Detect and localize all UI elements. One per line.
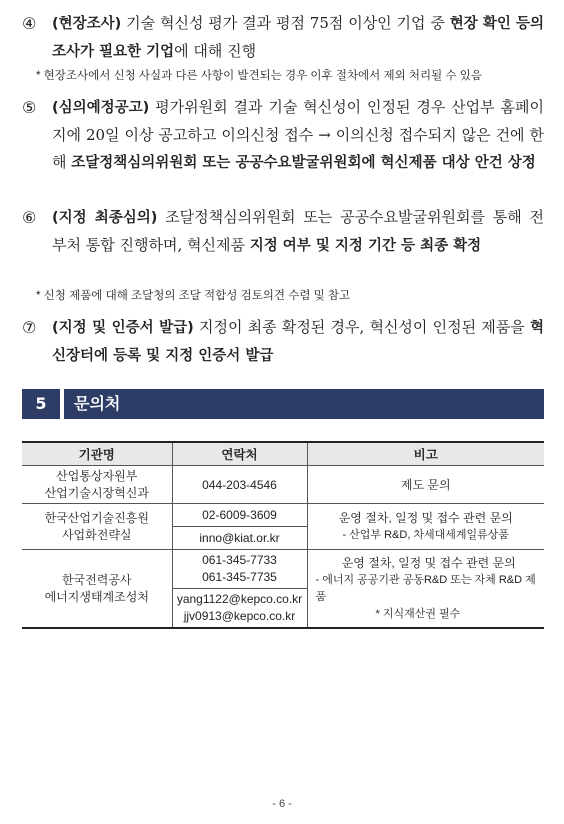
org-cell: 한국산업기술진흥원 사업화전략실 [22,504,172,550]
step-number: ⑤ [22,98,37,117]
contact-phone: 02-6009-3609 [172,504,307,527]
column-header: 연락처 [172,442,307,466]
contact-emails: yang1122@kepco.co.kr jjv0913@kepco.co.kr [172,589,307,629]
table-row [22,466,544,504]
column-header: 비고 [307,442,544,466]
step-7: ⑦ (지정 및 인증서 발급) 지정이 최종 확정된 경우, 혁신성이 인정된 제품을 혁신장터에 등록 및 지정 인증서 발급 [22,314,544,370]
table-row [22,550,544,589]
org-cell: 한국전력공사 에너지생태계조성처 [22,550,172,629]
section-number: 5 [22,389,60,419]
footnote-procurement: * 신청 제품에 대해 조달청의 조달 적합성 검토의견 수렴 및 참고 [36,290,351,302]
note-cell: 운영 절차, 일정 및 접수 관련 문의 - 에너지 공공기관 공동R&D 또는 자체 R&D 제품 * 지식재산권 필수 [307,550,544,629]
step-heading: (현장조사) [52,16,122,32]
step-heading: (지정 최종심의) [52,210,158,226]
table-row [22,504,544,527]
note-cell: 운영 절차, 일정 및 접수 관련 문의 - 산업부 R&D, 차세대세계일류상품 [307,504,544,550]
contact-phones: 061-345-7733 061-345-7735 [172,550,307,589]
org-cell: 산업통상자원부 산업기술시장혁신과 [22,466,172,504]
note-cell: 제도 문의 [307,466,544,504]
step-heading: (지정 및 인증서 발급) [52,320,194,336]
column-header: 기관명 [22,442,172,466]
page-number: - 6 - [272,798,292,810]
contact-email: inno@kiat.or.kr [172,527,307,550]
section-title: 문의처 [64,389,544,419]
step-heading: (심의예정공고) [52,100,150,116]
table-header-row [22,442,544,466]
step-number: ④ [22,14,37,33]
step-5: ⑤ (심의예정공고) 평가위원회 결과 기술 혁신성이 인정된 경우 산업부 홈페이지에 20일 이상 공고하고 이의신청 접수 → 이의신청 접수되지 않은 건에 한해 조달정책심의위원회 또는 공공수요발굴위원회에 혁신제품 대상 안건 상정 [22,94,544,177]
contact-table [22,441,544,629]
step-4: ④ (현장조사) 기술 혁신성 평가 결과 평점 75점 이상인 기업 중 현장 확인 등의 조사가 필요한 기업에 대해 진행 [22,10,544,66]
contact-cell: 044-203-4546 [172,466,307,504]
footnote-site-survey: * 현장조사에서 신청 사실과 다른 사항이 발견되는 경우 이후 절차에서 제외 처리될 수 있음 [36,70,482,82]
step-number: ⑦ [22,318,37,337]
step-6: ⑥ (지정 최종심의) 조달정책심의위원회 또는 공공수요발굴위원회를 통해 전 부처 통합 진행하며, 혁신제품 지정 여부 및 지정 기간 등 최종 확정 [22,204,544,260]
step-number: ⑥ [22,208,37,227]
section-header [22,389,544,419]
